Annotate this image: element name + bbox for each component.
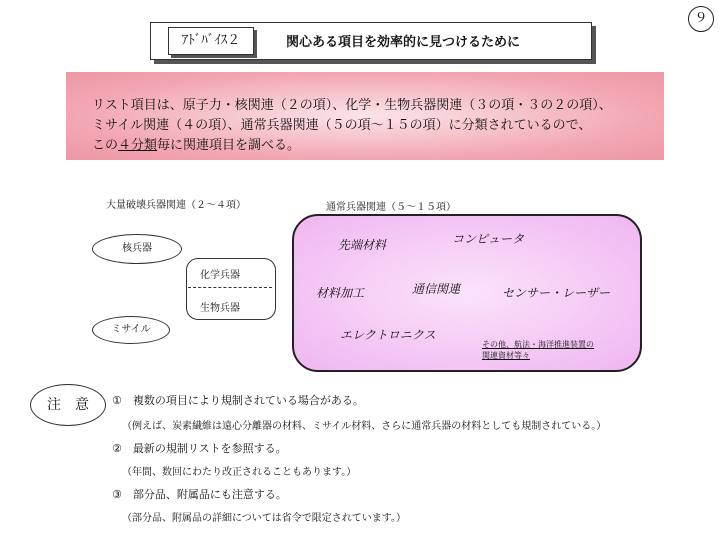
telecom-label: 通信関連 bbox=[412, 282, 461, 296]
caution-oval: 注 意 bbox=[30, 384, 106, 426]
chemical-weapons-label: 化学兵器 bbox=[200, 270, 240, 281]
conventional-group-label: 通常兵器関連（５～１５項） bbox=[326, 202, 456, 213]
intro-line-3-post: 毎に関連項目を調べる。 bbox=[157, 138, 301, 153]
caution-item-2-detail: （年間、数回にわたり改正されることもあります。） bbox=[122, 467, 357, 478]
biological-weapons-label: 生物兵器 bbox=[200, 303, 240, 314]
materials-processing-label: 材料加工 bbox=[316, 286, 365, 300]
intro-line-2: ミサイル関連（４の項）、通常兵器関連（５の項～１５の項）に分類されているので、 bbox=[92, 118, 592, 133]
intro-four-categories: ４分類 bbox=[118, 138, 158, 153]
page-title: 関心ある項目を効率的に見つけるために bbox=[286, 35, 521, 50]
advanced-materials-label: 先端材料 bbox=[338, 238, 387, 252]
intro-line-3-pre: この bbox=[92, 138, 119, 153]
caution-item-1-detail: （例えば、炭素繊維は遠心分離器の材料、ミサイル材料、さらに通常兵器の材料としても規制されている。） bbox=[122, 421, 607, 432]
intro-line-1: リスト項目は、原子力・核関連（２の項）、化学・生物兵器関連（３の項・３の２の項）、 bbox=[92, 98, 612, 113]
missile-oval: ミサイル bbox=[92, 316, 170, 344]
sensor-laser-label: センサー・レーザー bbox=[502, 286, 611, 300]
caution-item-2: ② 最新の規制リストを参照する。 bbox=[112, 442, 287, 455]
other-items-line-2: 関連資材等々 bbox=[482, 351, 530, 360]
wmd-group-label: 大量破壊兵器関連（２～４項） bbox=[106, 200, 246, 211]
computer-label: コンピュータ bbox=[452, 232, 525, 246]
chem-bio-divider bbox=[188, 287, 272, 288]
advice-label: ｱﾄﾞﾊﾞｲｽ２ bbox=[168, 27, 254, 55]
page-number: ９ bbox=[688, 6, 714, 32]
caution-item-3: ③ 部分品、附属品にも注意する。 bbox=[112, 488, 287, 501]
nuclear-weapons-oval: 核兵器 bbox=[92, 234, 182, 264]
caution-item-3-detail: （部分品、附属品の詳細については省令で限定されています。） bbox=[122, 513, 406, 524]
other-items-line-1: その他、航法・海洋推進装置の bbox=[482, 340, 594, 349]
electronics-label: エレクトロニクス bbox=[340, 328, 436, 342]
intro-line-3 bbox=[92, 134, 300, 153]
caution-item-1: ① 複数の項目により規制されている場合がある。 bbox=[112, 394, 364, 407]
